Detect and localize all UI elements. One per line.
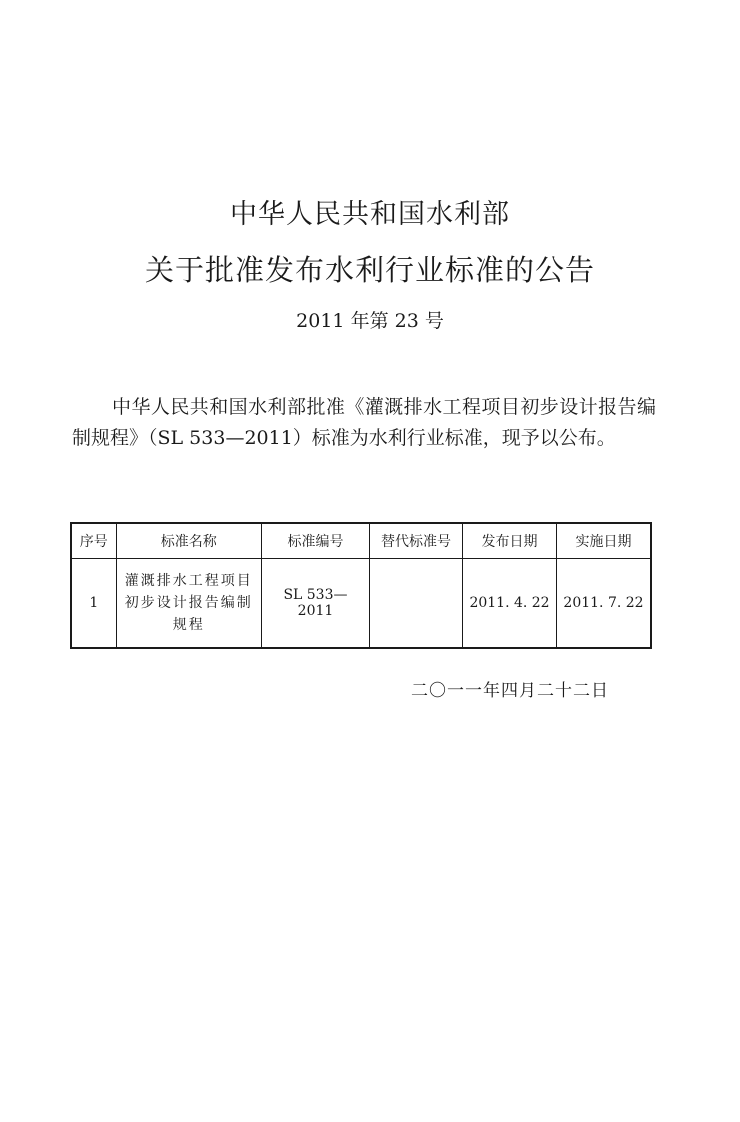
- table-header-row: [71, 523, 651, 558]
- header-code: 标准编号: [262, 523, 370, 558]
- header-name: 标准名称: [116, 523, 261, 558]
- header-published: 发布日期: [463, 523, 557, 558]
- announcement-number: 2011 年第 23 号: [296, 310, 444, 332]
- cell-effective: 2011. 7. 22: [557, 558, 652, 648]
- header-replaces: 替代标准号: [369, 523, 462, 558]
- cell-replaces: [369, 558, 462, 648]
- issuer-heading: 中华人民共和国水利部: [230, 199, 510, 230]
- cell-published: 2011. 4. 22: [463, 558, 557, 648]
- header-seq: 序号: [71, 523, 116, 558]
- announcement-body: 中华人民共和国水利部批准《灌溉排水工程项目初步设计报告编制规程》（SL 533—2011）标准为水利行业标准，现予以公布。: [72, 396, 656, 449]
- table-row: [71, 558, 651, 648]
- cell-seq: 1: [71, 558, 116, 648]
- cell-name: 灌溉排水工程项目初步设计报告编制规程: [116, 558, 261, 648]
- standards-table: [70, 522, 652, 649]
- announcement-title: 关于批准发布水利行业标准的公告: [144, 253, 595, 287]
- issue-date: 二〇一一年四月二十二日: [411, 681, 609, 701]
- header-effective: 实施日期: [557, 523, 652, 558]
- cell-code: SL 533—2011: [262, 558, 370, 648]
